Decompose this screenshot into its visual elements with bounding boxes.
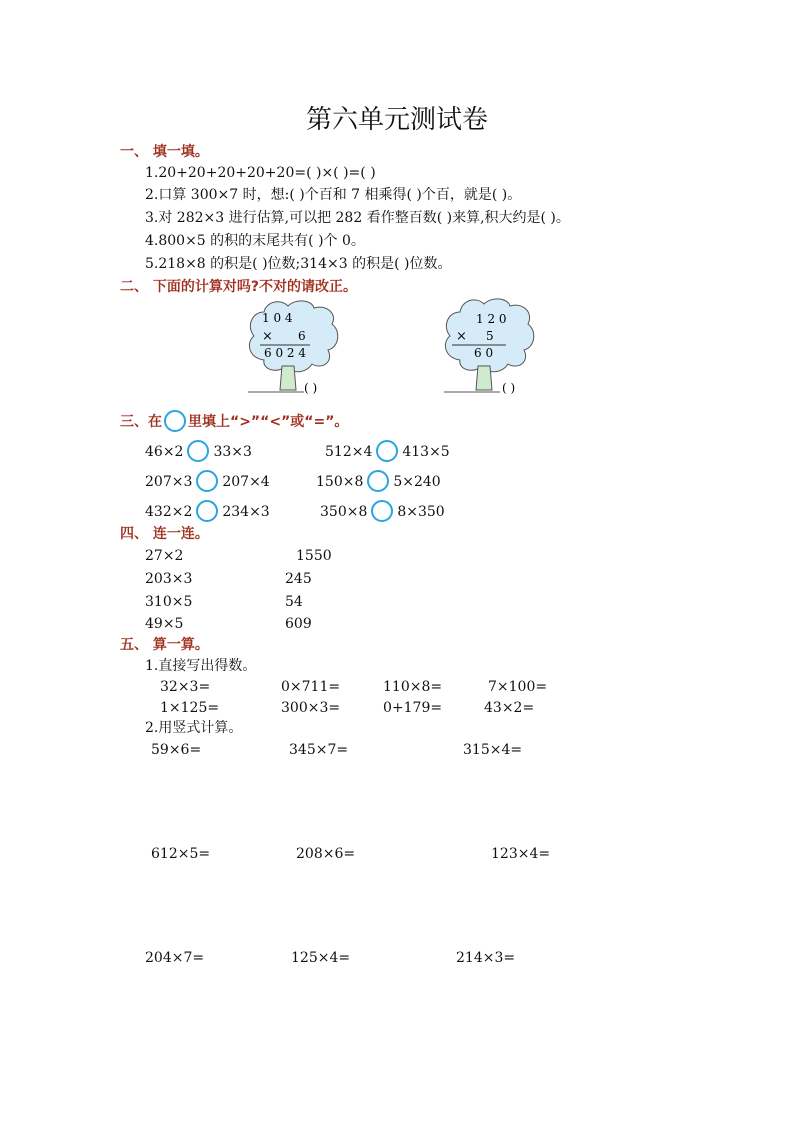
subsection-vertical: 2.用竖式计算。 [145,720,243,736]
calc-2-op: × [456,329,467,344]
fill-item-1: 1.20+20+20+20+20=( )×( )=( ) [145,165,376,181]
compare-circle[interactable] [367,470,389,492]
match-right-3: 54 [285,594,303,610]
match-left-3: 310×5 [145,594,193,610]
oral-item: 0×711= [281,679,341,695]
compare-left: 432×2 [145,504,193,520]
compare-row-2b [316,470,441,492]
match-right-1: 1550 [296,548,332,564]
compare-circle[interactable] [376,440,398,462]
fill-item-2: 2.口算 300×7 时，想:( )个百和 7 相乘得( )个百，就是( )。 [145,187,522,203]
page-title: 第六单元测试卷 [305,105,488,135]
vertical-item: 214×3= [456,950,516,966]
compare-left: 46×2 [145,444,184,460]
compare-circle[interactable] [196,500,218,522]
compare-left: 207×3 [145,474,193,490]
oral-item: 7×100= [488,679,548,695]
tree-trunk-shape [476,366,492,390]
compare-row-1b [325,440,450,462]
compare-right: 33×3 [213,444,252,460]
vertical-item: 315×4= [463,742,523,758]
match-right-2: 245 [285,571,312,587]
section-3-label-start: 三、在 [120,414,162,430]
calc-1-result: 6 0 2 4 [264,346,306,360]
compare-circle[interactable] [187,440,209,462]
vertical-item: 612×5= [151,846,211,862]
compare-left: 512×4 [325,444,373,460]
oral-item: 300×3= [281,700,341,716]
compare-circle[interactable] [196,470,218,492]
compare-right: 5×240 [393,474,441,490]
vertical-item: 204×7= [145,950,205,966]
tree-trunk-shape [280,366,296,390]
section-2-heading: 二、 下面的计算对吗?不对的请改正。 [120,279,357,295]
section-4-heading: 四、 连一连。 [120,526,209,542]
compare-left: 350×8 [320,504,368,520]
compare-circle[interactable] [371,500,393,522]
calc-2-answer-blank: ( ) [502,381,516,395]
match-left-4: 49×5 [145,616,184,632]
calc-1-answer-blank: ( ) [304,381,318,395]
match-left-2: 203×3 [145,571,193,587]
vertical-item: 59×6= [151,742,202,758]
calc-2-mult: 5 [486,329,494,343]
calc-2-result: 6 0 [474,346,494,360]
calc-1-mult: 6 [298,329,306,343]
section-3-label-end: 里填上“>”“<”或“=”。 [188,414,349,430]
subsection-oral: 1.直接写出得数。 [145,658,257,674]
compare-row-3b [320,500,445,522]
section-5-heading: 五、 算一算。 [120,637,209,653]
compare-row-2 [145,470,270,492]
section-1-heading: 一、 填一填。 [120,144,209,160]
calc-2-top: 1 2 0 [476,312,507,326]
fill-item-4: 4.800×5 的积的末尾共有( )个 0。 [145,233,365,249]
oral-item: 0+179= [383,700,443,716]
compare-row-1 [145,440,252,462]
oral-item: 43×2= [484,700,535,716]
vertical-item: 123×4= [491,846,551,862]
oral-item: 1×125= [160,700,220,716]
match-left-1: 27×2 [145,548,184,564]
tree-calc-2 [440,296,550,400]
compare-row-3 [145,500,270,522]
match-right-4: 609 [285,616,312,632]
compare-right: 207×4 [222,474,270,490]
compare-right: 234×3 [222,504,270,520]
calc-1-top: 1 0 4 [262,311,293,325]
calc-1-op: × [262,329,273,344]
circle-icon [164,410,186,432]
tree-calc-1 [244,298,354,400]
fill-item-3: 3.对 282×3 进行估算,可以把 282 看作整百数( )来算,积大约是( )。 [145,210,570,226]
vertical-item: 345×7= [289,742,349,758]
compare-right: 8×350 [397,504,445,520]
vertical-item: 208×6= [296,846,356,862]
oral-item: 32×3= [160,679,211,695]
compare-left: 150×8 [316,474,364,490]
vertical-item: 125×4= [291,950,351,966]
compare-right: 413×5 [402,444,450,460]
fill-item-5: 5.218×8 的积是( )位数;314×3 的积是( )位数。 [145,256,452,272]
section-3-heading [120,410,348,432]
oral-item: 110×8= [383,679,443,695]
